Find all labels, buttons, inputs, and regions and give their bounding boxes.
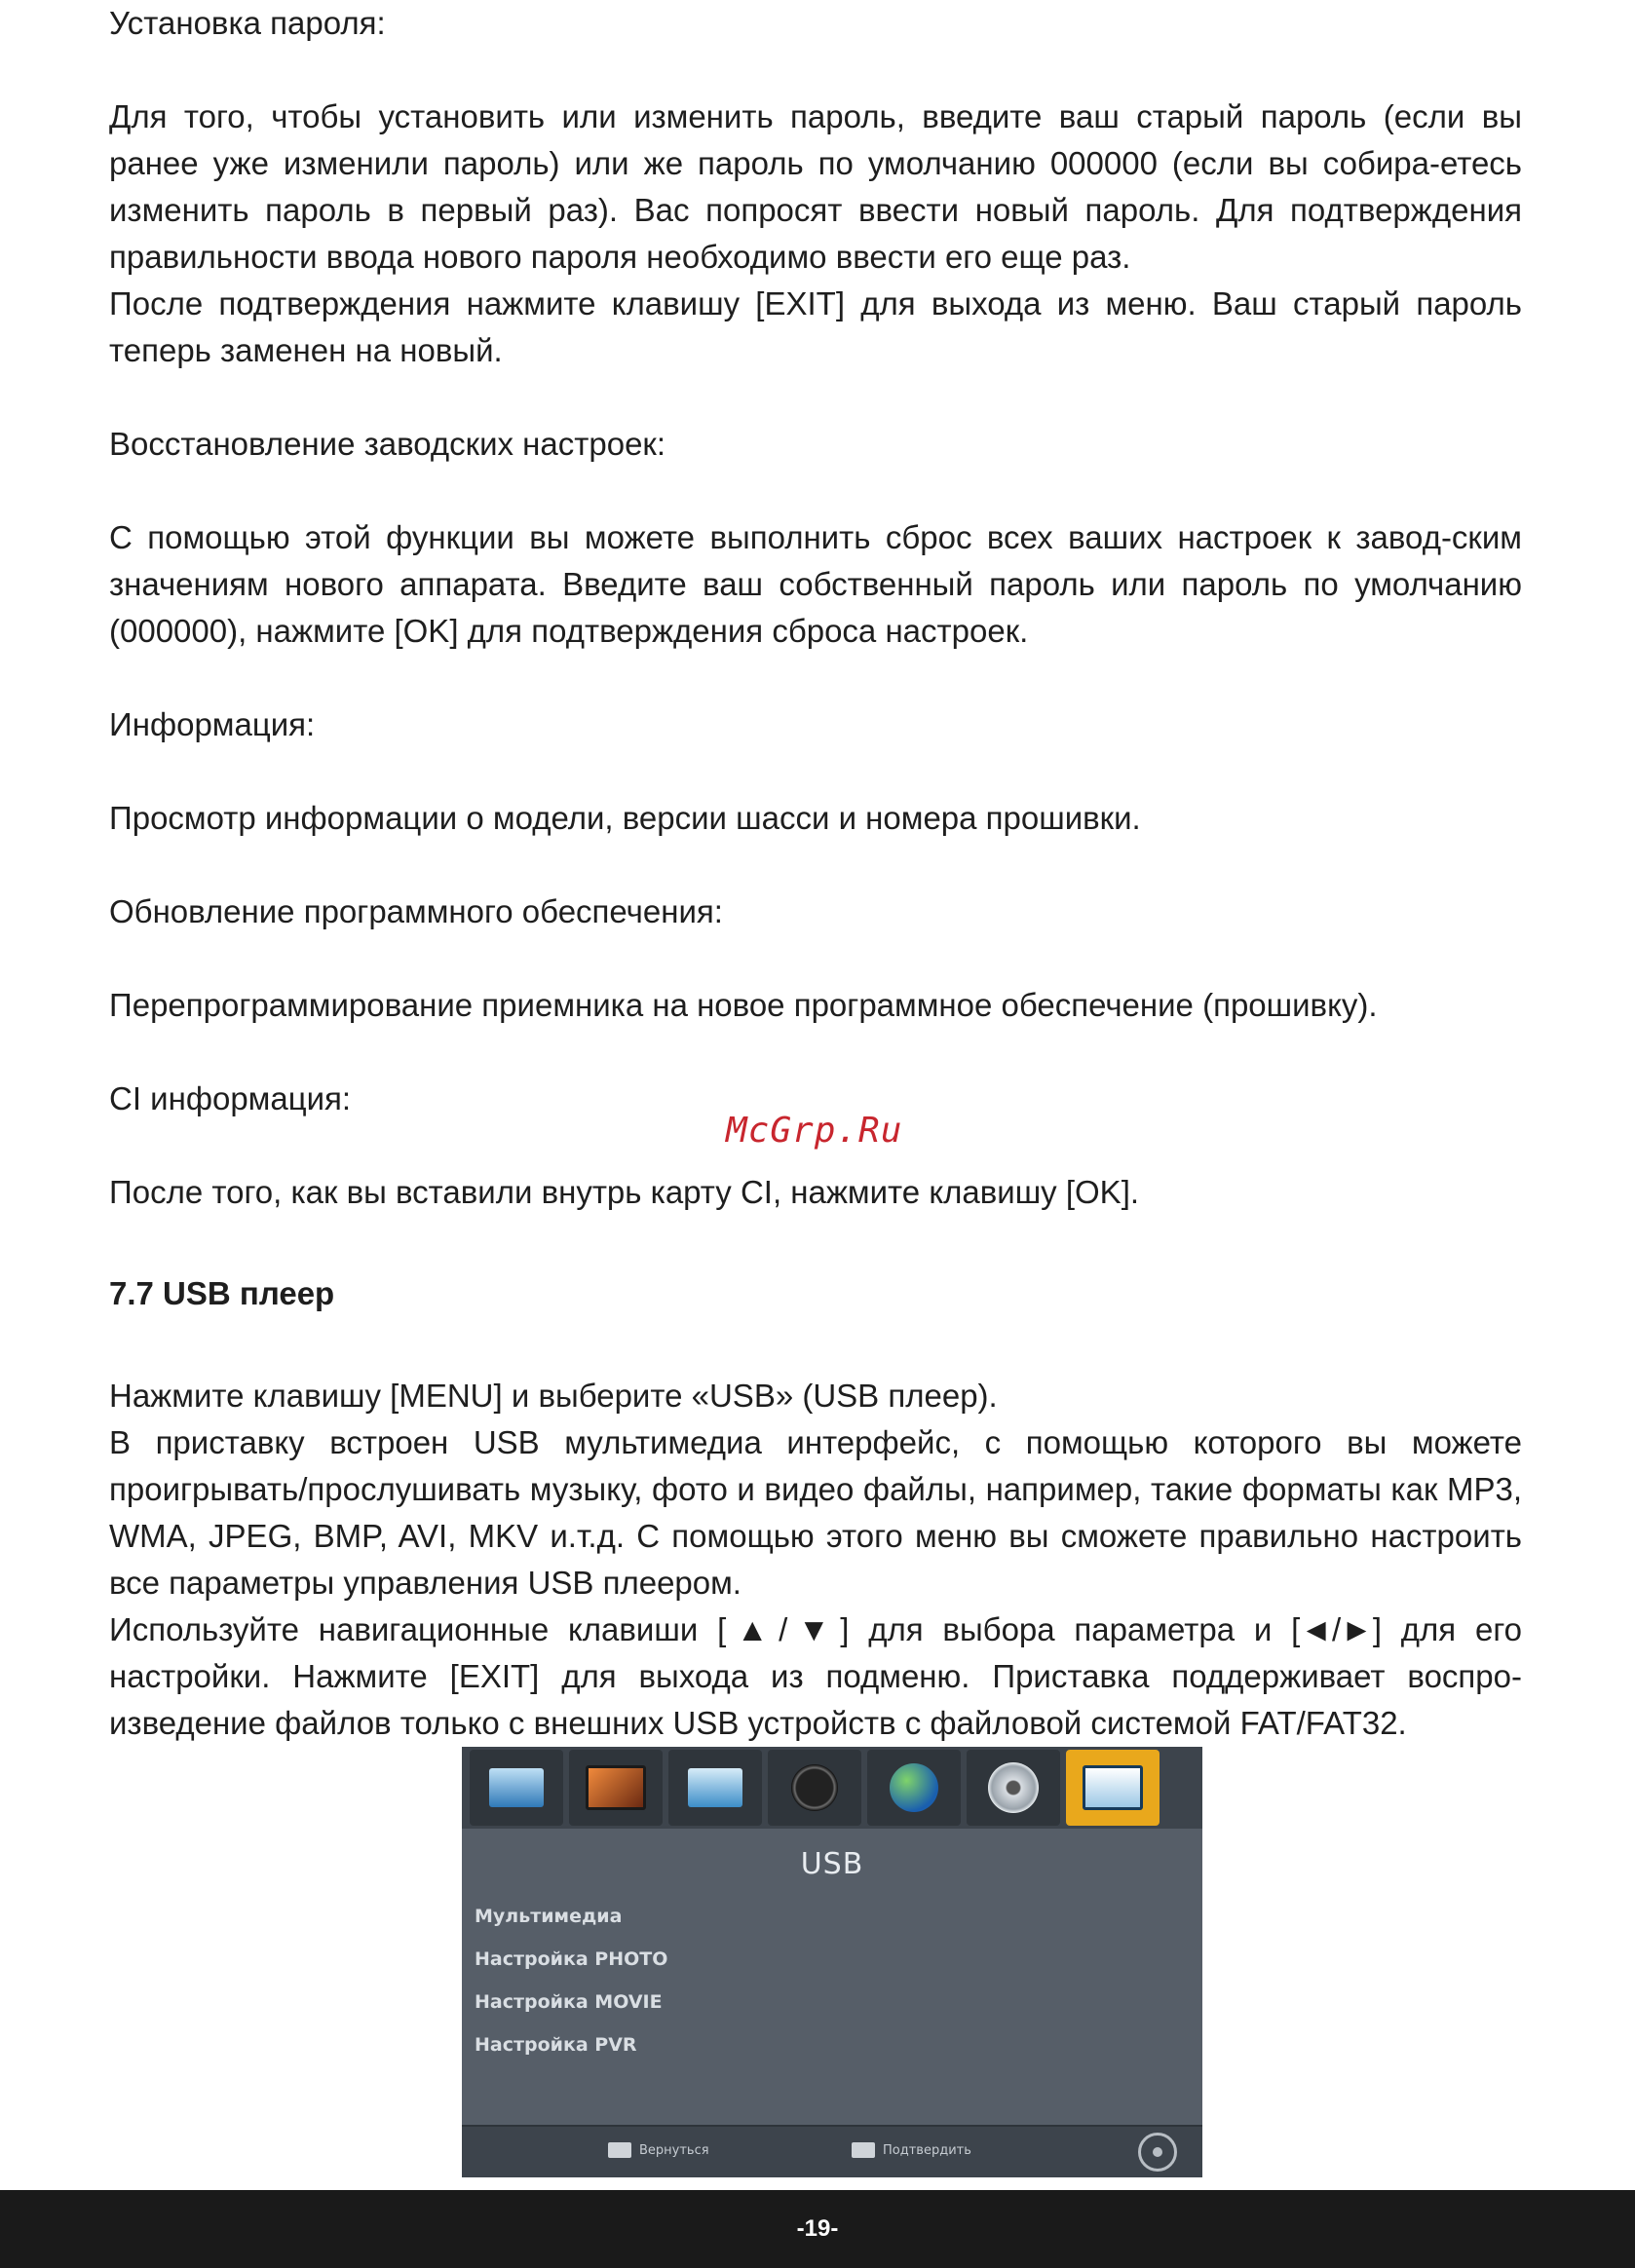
paragraph-usb-menu: Нажмите клавишу [MENU] и выберите «USB» (USB плеер). bbox=[109, 1378, 998, 1414]
tv-icon[interactable] bbox=[470, 1750, 563, 1826]
paragraph-factory-reset: С помощью этой функции вы можете выполнить сброс всех ваших настроек к завод-ским значениям нового аппарата. Введите ваш собственный пароль или пароль по умолчанию (000000), нажмите [OK] для подтверждения сброса настроек. bbox=[109, 519, 1522, 649]
osd-title: USB bbox=[800, 1847, 864, 1881]
paragraph-password-confirm: После подтверждения нажмите клавишу [EXIT] для выхода из меню. Ваш старый пароль теперь заменен на новый. bbox=[109, 285, 1522, 368]
watermark: McGrp.Ru bbox=[726, 1111, 903, 1151]
globe-icon[interactable] bbox=[867, 1750, 961, 1826]
back-label: Вернуться bbox=[639, 2142, 709, 2158]
osd-icon-bar bbox=[462, 1747, 1202, 1829]
subheading-information: Информация: bbox=[109, 706, 316, 742]
menu-item-multimedia[interactable]: Мультимедиа bbox=[475, 1906, 623, 1927]
subheading-ci-info: CI информация: bbox=[109, 1080, 352, 1116]
usb-icon[interactable] bbox=[1066, 1750, 1160, 1826]
menu-key-icon bbox=[608, 2142, 631, 2158]
paragraph-ci-info: После того, как вы вставили внутрь карту CI, нажмите клавишу [OK]. bbox=[109, 1174, 1140, 1210]
disc-icon[interactable] bbox=[967, 1750, 1060, 1826]
page-number: -19- bbox=[796, 2215, 839, 2242]
clock-icon[interactable] bbox=[768, 1750, 861, 1826]
usb-menu-screenshot bbox=[462, 1747, 1202, 2177]
paragraph-usb-navigation: Используйте навигационные клавиши [▲/▼] для выбора параметра и [◄/►] для его настройки. Нажмите [EXIT] для выхода из подменю. Приставка поддерживает воспро-изведение файлов только с внешних USB устройств с файловой системой FAT/FAT32. bbox=[109, 1611, 1522, 1741]
osd-footer bbox=[462, 2125, 1202, 2177]
section-heading-usb-player: 7.7 USB плеер bbox=[109, 1275, 335, 1311]
nav-pad-icon bbox=[1138, 2133, 1177, 2172]
menu-item-photo-settings[interactable]: Настройка PHOTO bbox=[475, 1948, 668, 1970]
subheading-factory-reset: Восстановление заводских настроек: bbox=[109, 426, 666, 462]
paragraph-information: Просмотр информации о модели, версии шасси и номера прошивки. bbox=[109, 800, 1141, 836]
paragraph-usb-description: В приставку встроен USB мультимедиа интерфейс, с помощью которого вы можете проигрывать/прослушивать музыку, фото и видео файлы, например, такие форматы как MP3, WMA, JPEG, BMP, AVI, MKV и.т.д. С помощью этого меню вы сможете правильно настроить все параметры управления USB плеером. bbox=[109, 1424, 1522, 1601]
confirm-label: Подтвердить bbox=[883, 2142, 971, 2158]
paragraph-password-instructions: Для того, чтобы установить или изменить пароль, введите ваш старый пароль (если вы ранее уже изменили пароль) или же пароль по умолчанию 000000 (если вы собира-етесь изменить пароль в первый раз). Вас попросят ввести новый пароль. Для подтверждения правильности ввода нового пароля необходимо ввести его еще раз. bbox=[109, 98, 1522, 275]
paragraph-software-update: Перепрограммирование приемника на новое программное обеспечение (прошивку). bbox=[109, 987, 1378, 1023]
document-body bbox=[109, 0, 1522, 1747]
ok-key-icon bbox=[852, 2142, 875, 2158]
menu-item-pvr-settings[interactable]: Настройка PVR bbox=[475, 2034, 637, 2056]
page-footer bbox=[0, 2190, 1635, 2268]
menu-item-movie-settings[interactable]: Настройка MOVIE bbox=[475, 1991, 663, 2013]
search-icon[interactable] bbox=[668, 1750, 762, 1826]
photo-icon[interactable] bbox=[569, 1750, 663, 1826]
back-hint bbox=[608, 2142, 709, 2158]
subheading-password-setup: Установка пароля: bbox=[109, 5, 386, 41]
osd-menu-list bbox=[475, 1895, 667, 2066]
subheading-software-update: Обновление программного обеспечения: bbox=[109, 893, 723, 929]
confirm-hint bbox=[852, 2142, 971, 2158]
